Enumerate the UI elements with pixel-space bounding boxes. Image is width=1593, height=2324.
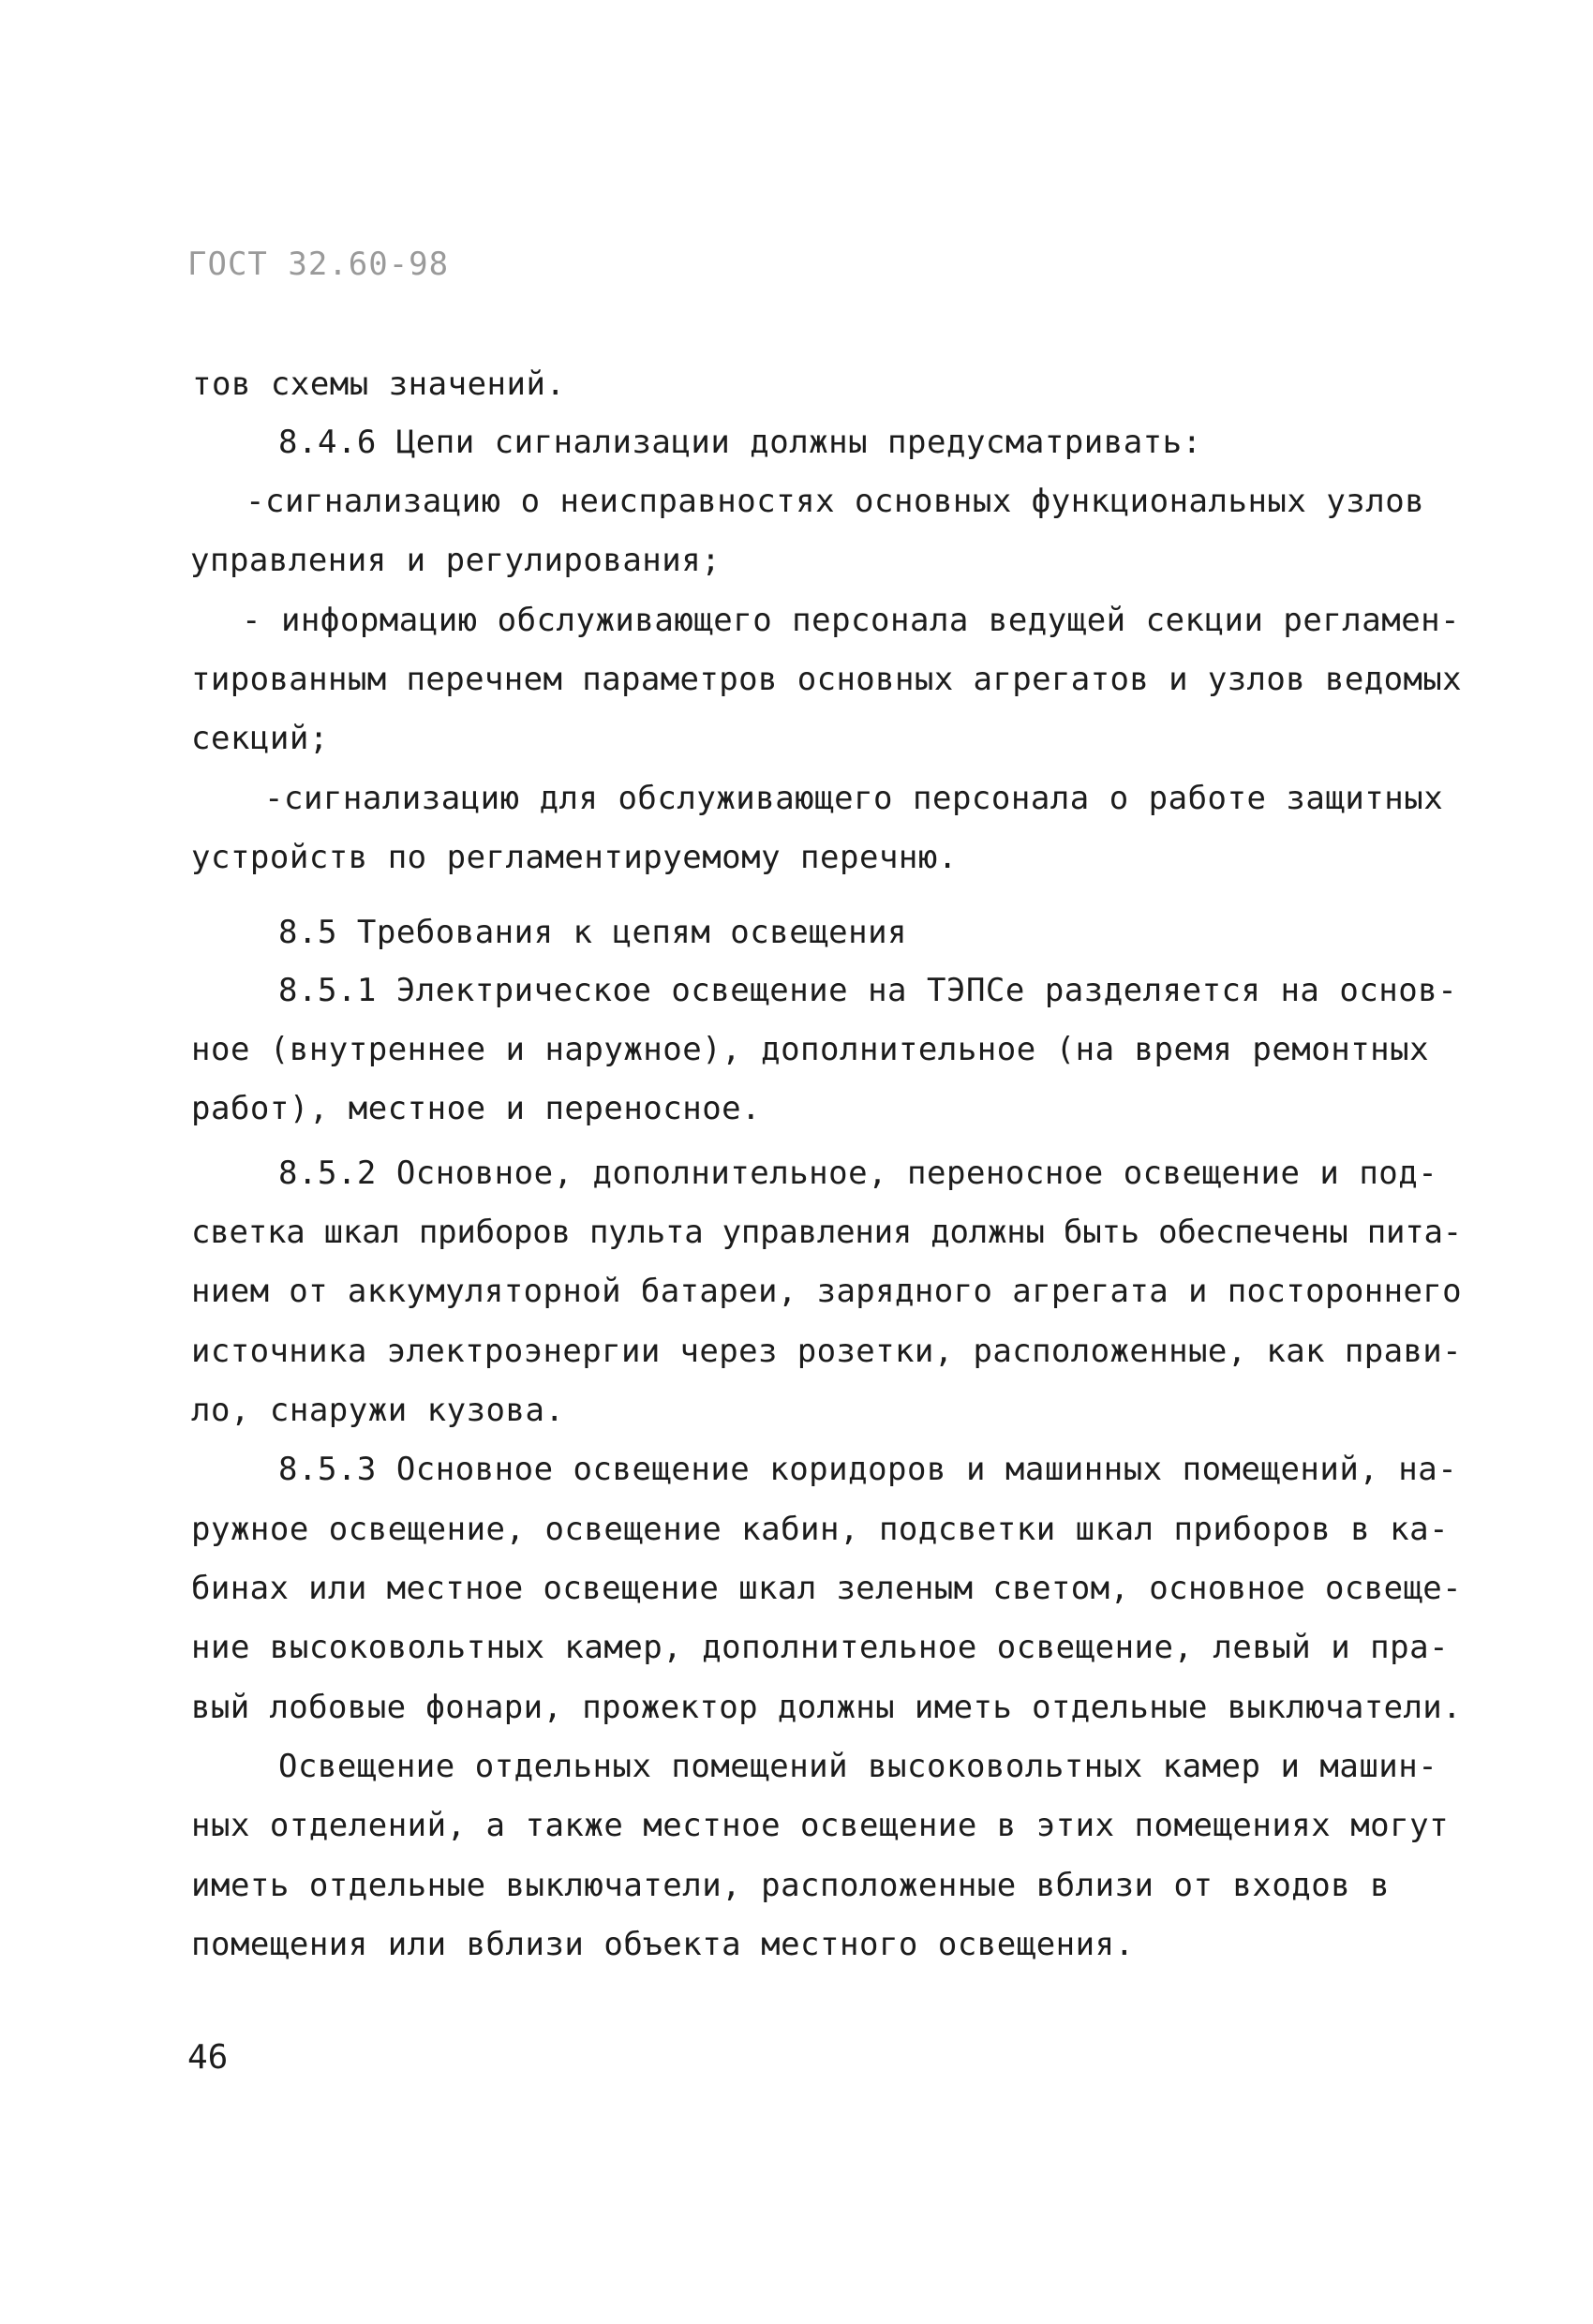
text-line-18: ло, снаружи кузова. — [191, 1392, 565, 1429]
text-line-15: светка шкал приборов пульта управления должны быть обеспечены пита- — [191, 1214, 1462, 1251]
text-line-26: иметь отдельные выключатели, расположенные вблизи от входов в — [191, 1867, 1391, 1904]
text-line-19: 8.5.3 Основное освещение коридоров и машинных помещений, на- — [278, 1451, 1458, 1488]
text-line-8: -сигнализацию для обслуживающего персонала о работе защитных — [264, 780, 1444, 817]
text-line-27: помещения или вблизи объекта местного освещения. — [191, 1926, 1135, 1963]
text-line-24: Освещение отдельных помещений высоковольтных камер и машин- — [278, 1748, 1438, 1785]
text-line-22: ние высоковольтных камер, дополнительное освещение, левый и пра- — [191, 1629, 1450, 1666]
document-code-header: ГОСТ 32.60-98 — [187, 246, 450, 283]
text-line-3: -сигнализацию о неисправностях основных функциональных узлов — [246, 483, 1425, 520]
text-line-13: работ), местное и переносное. — [191, 1090, 762, 1127]
text-line-11: 8.5.1 Электрическое освещение на ТЭПСе разделяется на основ- — [278, 972, 1458, 1009]
text-line-14: 8.5.2 Основное, дополнительное, переносное освещение и под- — [278, 1155, 1438, 1192]
page-number: 46 — [187, 2038, 229, 2077]
text-line-9: устройств по регламентируемому перечню. — [191, 839, 958, 876]
text-line-7: секций; — [191, 720, 329, 757]
text-line-20: ружное освещение, освещение кабин, подсветки шкал приборов в ка- — [191, 1511, 1450, 1548]
text-line-16: нием от аккумуляторной батареи, зарядного агрегата и постороннего — [191, 1273, 1463, 1310]
text-line-21: бинах или местное освещение шкал зеленым светом, основное освеще- — [191, 1570, 1463, 1607]
text-line-17: источника электроэнергии через розетки, расположенные, как прави- — [191, 1333, 1463, 1370]
section-heading-8-5: 8.5 Требования к цепям освещения — [278, 914, 908, 951]
text-line-23: вый лобовые фонари, прожектор должны иметь отдельные выключатели. — [191, 1689, 1463, 1726]
text-line-5: - информацию обслуживающего персонала ведущей секции регламен- — [242, 602, 1461, 639]
text-line-1: тов схемы значений. — [192, 365, 566, 403]
text-line-2: 8.4.6 Цепи сигнализации должны предусматривать: — [278, 424, 1202, 461]
text-line-12: ное (внутреннее и наружное), дополнительное (на время ремонтных — [191, 1031, 1430, 1068]
text-line-25: ных отделений, а также местное освещение в этих помещениях могут — [191, 1807, 1450, 1844]
text-line-6: тированным перечнем параметров основных агрегатов и узлов ведомых — [191, 661, 1463, 698]
text-line-4: управления и регулирования; — [190, 542, 722, 579]
